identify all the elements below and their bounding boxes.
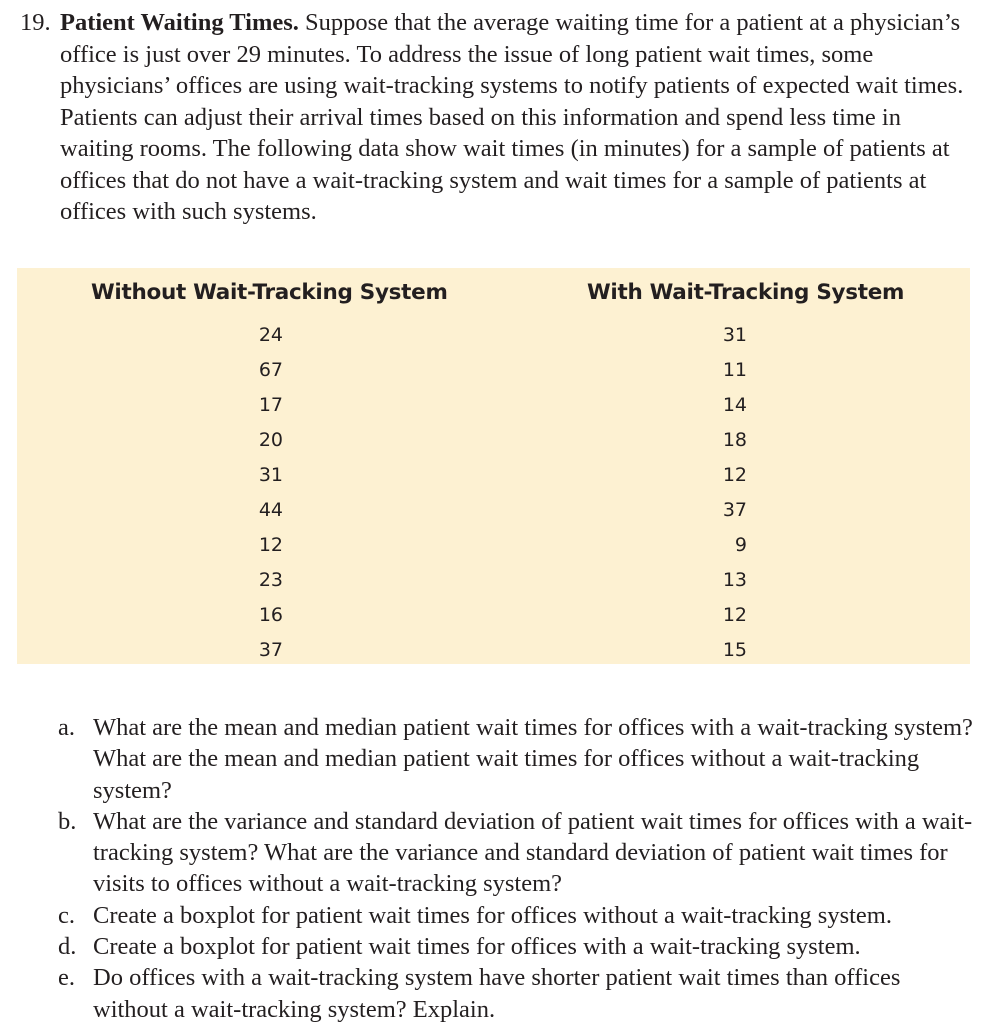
table-cell: 13 (722, 569, 747, 591)
problem-statement (20, 7, 980, 228)
column-without (223, 318, 283, 668)
table-cell: 17 (258, 394, 283, 416)
question-list (58, 712, 978, 1025)
column-header-without: Without Wait-Tracking System (91, 280, 448, 305)
table-cell: 15 (722, 639, 747, 661)
wait-times-table (17, 268, 970, 664)
question-text: What are the variance and standard deviation of patient wait times for offices with a wait-tracking system? What are the variance and standard deviation of patient wait times for visits to offices without a wait-tracking system? (93, 807, 973, 898)
table-cell: 12 (722, 604, 747, 626)
table-cell: 14 (722, 394, 747, 416)
question-a (58, 712, 978, 806)
question-b (58, 806, 978, 900)
table-cell: 12 (258, 534, 283, 556)
question-text: Create a boxplot for patient wait times for offices with a wait-tracking system. (93, 933, 861, 961)
table-cell: 31 (258, 464, 283, 486)
question-text: Do offices with a wait-tracking system have shorter patient wait times than offices without a wait-tracking system? Explain. (93, 964, 901, 1023)
problem-body (60, 7, 980, 228)
table-cell: 23 (258, 569, 283, 591)
table-cell: 11 (722, 359, 747, 381)
column-with (687, 318, 747, 668)
question-letter: b. (58, 807, 77, 835)
column-header-with: With Wait-Tracking System (587, 280, 905, 305)
table-cell: 67 (258, 359, 283, 381)
table-cell: 37 (258, 639, 283, 661)
table-cell: 12 (722, 464, 747, 486)
question-text: Create a boxplot for patient wait times for offices without a wait-tracking system. (93, 901, 892, 929)
question-e (58, 962, 978, 1025)
problem-number: 19. (20, 9, 51, 36)
question-letter: a. (58, 714, 75, 741)
question-text: What are the mean and median patient wait times for offices with a wait-tracking system? What are the mean and median patient wait times for offices without a wait-tracking system? (93, 714, 973, 804)
table-cell: 37 (722, 499, 747, 521)
table-cell: 18 (722, 429, 747, 451)
question-letter: c. (58, 901, 75, 929)
table-cell: 16 (258, 604, 283, 626)
question-letter: e. (58, 964, 75, 992)
table-cell: 20 (258, 429, 283, 451)
table-cell: 44 (258, 499, 283, 521)
question-c (58, 900, 978, 931)
problem-title: Patient Waiting Times. (60, 9, 299, 36)
problem-text: Suppose that the average waiting time for a patient at a physician’s office is just over 29 minutes. To address the issue of long patient wait times, some physicians’ offices are using wait-tracking systems to notify patients of expected wait times. Patients can adjust their arrival times based on this information and spend less time in waiting rooms. The following data show wait times (in minutes) for a sample of patients at offices that do not have a wait-tracking system and wait times for a sample of patients at offices with such systems. (60, 9, 964, 225)
question-letter: d. (58, 933, 77, 961)
question-d (58, 931, 978, 962)
table-cell: 9 (734, 534, 747, 556)
table-cell: 24 (258, 324, 283, 346)
table-cell: 31 (722, 324, 747, 346)
